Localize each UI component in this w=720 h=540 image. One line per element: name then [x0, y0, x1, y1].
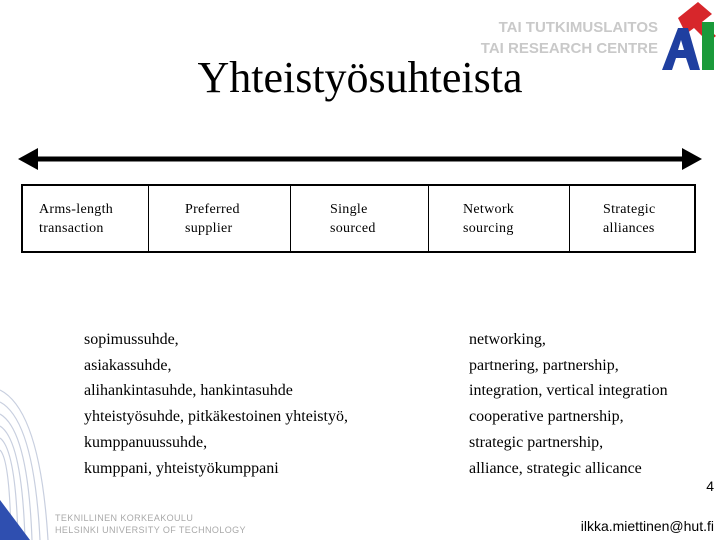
- list-item: sopimussuhde,: [84, 331, 179, 348]
- cell-line: alliances: [603, 221, 655, 236]
- spectrum-cell-preferred-supplier: [149, 186, 290, 251]
- cell-line: transaction: [39, 221, 104, 236]
- list-item: strategic partnership,: [469, 433, 604, 451]
- page-number: 4: [706, 478, 714, 494]
- hut-logo-blue-triangle: [0, 500, 30, 540]
- spectrum-table: [21, 184, 696, 253]
- list-item: integration, vertical integration: [469, 382, 668, 400]
- author-email: ilkka.miettinen@hut.fi: [580, 518, 714, 534]
- spectrum-cell-arms-length: [23, 186, 149, 251]
- list-item: yhteistyösuhde, pitkäkestoinen yhteistyö,: [84, 408, 348, 426]
- finnish-terms-list: [84, 327, 348, 481]
- list-item: cooperative partnership,: [469, 408, 624, 426]
- list-item: networking,: [469, 331, 546, 348]
- english-terms-list: [469, 327, 668, 481]
- university-name-english: HELSINKI UNIVERSITY OF TECHNOLOGY: [55, 525, 246, 535]
- cell-line: Strategic: [603, 202, 656, 217]
- spectrum-cell-strategic-alliances: [570, 186, 694, 251]
- list-item: alihankintasuhde, hankintasuhde: [84, 382, 293, 400]
- cell-line: Single: [330, 202, 368, 217]
- org-name-english: TAI RESEARCH CENTRE: [480, 40, 658, 57]
- cell-line: sourcing: [463, 221, 514, 236]
- list-item: asiakassuhde,: [84, 356, 172, 374]
- list-item: kumppani, yhteistyökumppani: [84, 459, 279, 477]
- university-name: [55, 512, 246, 536]
- spectrum-cell-network-sourcing: [429, 186, 570, 251]
- cell-line: Preferred: [185, 202, 240, 217]
- cell-line: Network: [463, 202, 515, 217]
- org-name-finnish: TAI TUTKIMUSLAITOS: [498, 19, 658, 36]
- list-item: kumppanuussuhde,: [84, 433, 208, 451]
- cell-line: sourced: [330, 221, 376, 236]
- cell-line: Arms-length: [39, 202, 114, 217]
- list-item: partnering, partnership,: [469, 356, 619, 374]
- list-item: alliance, strategic allicance: [469, 459, 642, 477]
- cell-line: supplier: [185, 221, 233, 236]
- page-title: Yhteistyösuhteista: [197, 53, 523, 102]
- spectrum-cell-single-sourced: [290, 186, 429, 251]
- university-name-finnish: TEKNILLINEN KORKEAKOULU: [55, 513, 194, 523]
- double-arrow-icon: [18, 146, 702, 172]
- hut-logo: [0, 370, 60, 540]
